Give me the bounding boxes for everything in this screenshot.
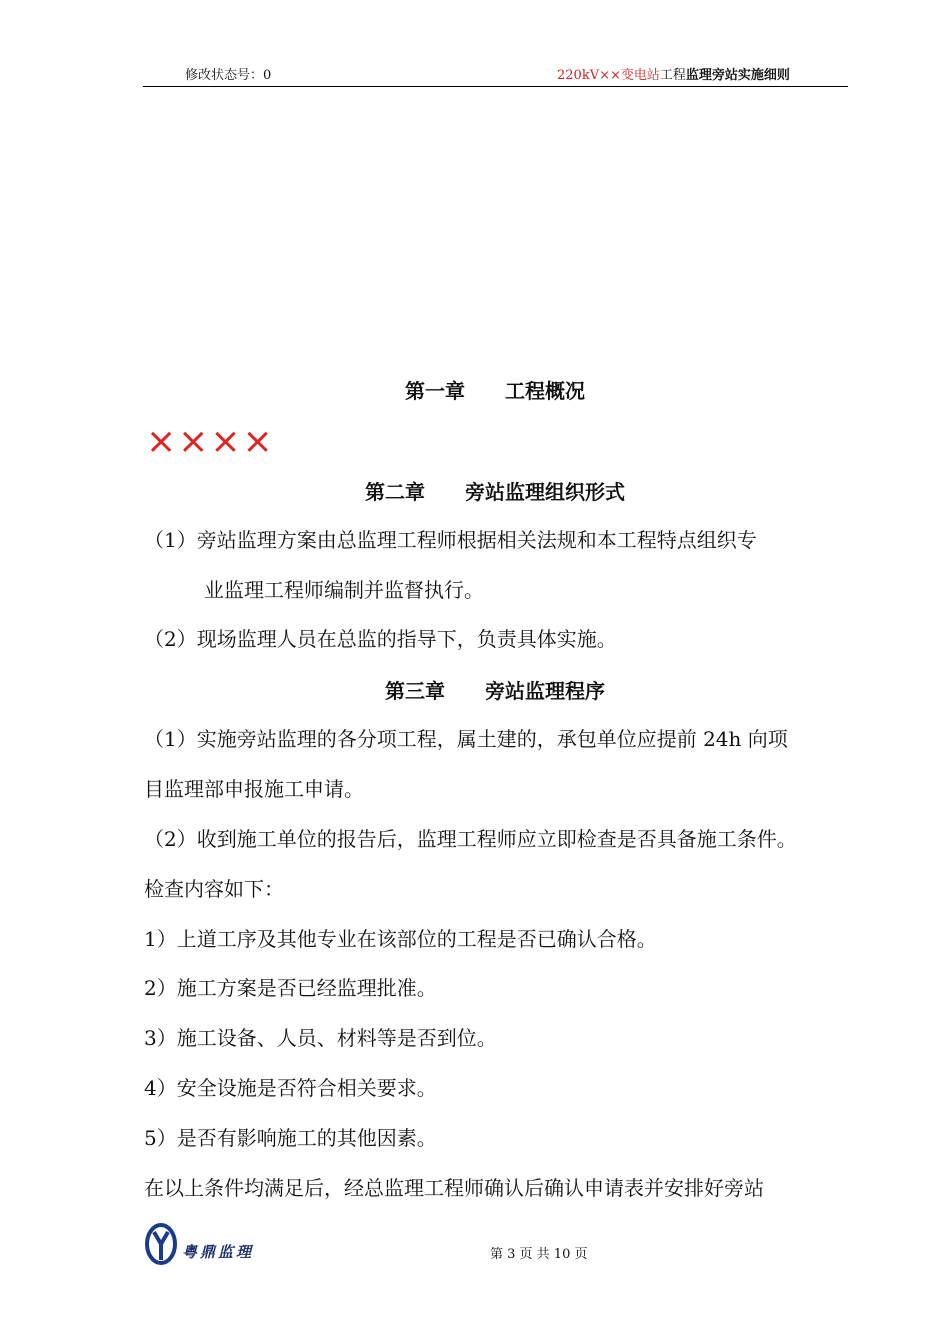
paragraph: （2）现场监理人员在总监的指导下，负责具体实施。 (144, 627, 617, 651)
document-title-mid: 工程 (659, 68, 686, 83)
placeholder-cross-marks: ×××× (146, 421, 275, 462)
paragraph: 在以上条件均满足后，经总监理工程师确认后确认申请表并安排好旁站 (144, 1176, 764, 1200)
chapter-2-heading: 第二章 旁站监理组织形式 (365, 480, 625, 504)
paragraph: 检查内容如下： (144, 877, 284, 901)
paragraph: （1）实施旁站监理的各分项工程，属土建的，承包单位应提前 24h 向项 (144, 727, 788, 751)
list-item: 4）安全设施是否符合相关要求。 (144, 1076, 437, 1100)
document-title-name: 监理旁站实施细则 (685, 68, 790, 83)
list-item: 2）施工方案是否已经监理批准。 (144, 976, 437, 1000)
document-title-project: 220kV××变电站 (557, 68, 660, 83)
chapter-1-heading: 第一章 工程概况 (405, 379, 585, 403)
document-title (557, 66, 790, 86)
header-rule (143, 86, 848, 87)
list-item: 3）施工设备、人员、材料等是否到位。 (144, 1026, 497, 1050)
chapter-3-heading: 第三章 旁站监理程序 (385, 679, 605, 703)
revision-status: 修改状态号：0 (185, 68, 272, 83)
list-item: 1）上道工序及其他专业在该部位的工程是否已确认合格。 (144, 927, 657, 951)
paragraph: 业监理工程师编制并监督执行。 (204, 578, 484, 602)
paragraph: （2）收到施工单位的报告后，监理工程师应立即检查是否具备施工条件。 (144, 827, 797, 851)
paragraph: 目监理部申报施工申请。 (144, 777, 364, 801)
company-logo (144, 1222, 268, 1266)
page-number: 第 3 页 共 10 页 (490, 1247, 588, 1262)
logo-text: 粤鼎监理 (182, 1243, 255, 1261)
paragraph: （1）旁站监理方案由总监理工程师根据相关法规和本工程特点组织专 (144, 528, 757, 552)
list-item: 5）是否有影响施工的其他因素。 (144, 1126, 437, 1150)
